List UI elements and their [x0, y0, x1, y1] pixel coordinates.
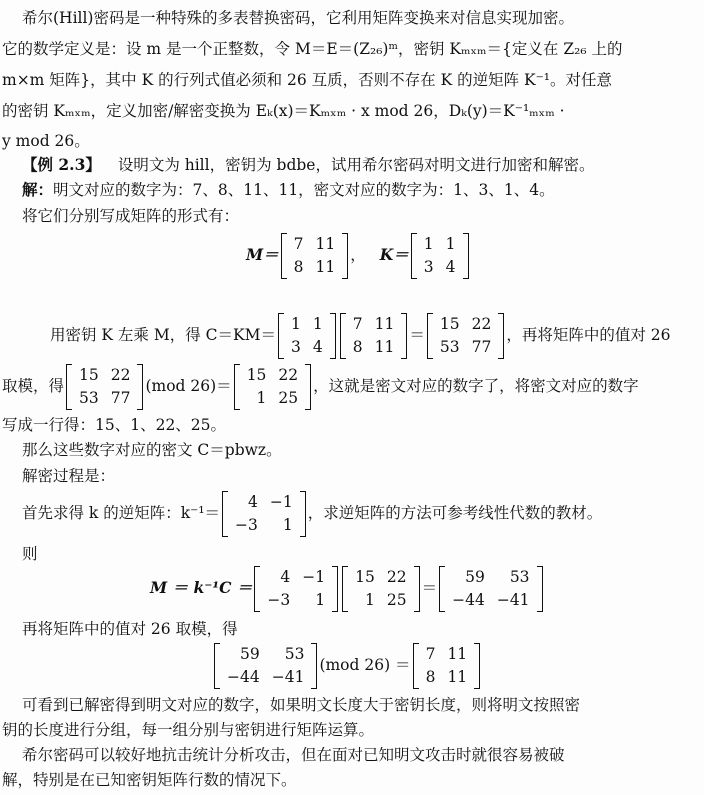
matrix-cell: 15 [79, 366, 99, 384]
matrix-cell: 53 [284, 645, 305, 663]
matrix-cell: −1 [302, 568, 326, 586]
matrix-M [281, 233, 349, 279]
matrix-cell: 22 [471, 315, 492, 333]
matrix-cell: −3 [235, 516, 258, 534]
matrix-cell: 7 [293, 235, 304, 253]
matrix-K [411, 233, 469, 279]
matrix-K-label: K＝ [379, 245, 409, 264]
cipher-text-line: 那么这些数字对应的密文 C＝pbwz。 [22, 441, 282, 459]
matrix-cell: −44 [452, 591, 485, 609]
matrix-cell: 15 [439, 315, 460, 333]
definition-line-5: y mod 26。 [2, 132, 90, 150]
final-mod-equation [212, 643, 482, 689]
decrypt-title: 解密过程是： [22, 467, 116, 485]
encryption-equation [50, 313, 670, 359]
matrix-C-raw [427, 313, 504, 359]
example-prompt: 设明文为 hill，密钥为 bdbe，试用希尔密码对明文进行加密和解密。 [117, 156, 595, 174]
definition-line-2: 它的数学定义是：设 m 是一个正整数，令 M＝E＝(Z₂₆)ᵐ，密钥 Kₘₓₘ＝{定义在 Z₂₆ 上的 [2, 40, 623, 58]
mod26-text: (mod 26) ＝ [319, 656, 411, 674]
example-heading [22, 153, 594, 177]
matrix-K-inverse [222, 491, 306, 537]
mod-equation [2, 364, 639, 410]
conclusion-line-2: 钥的长度进行分组，每一组分别与密钥进行矩阵运算。 [2, 721, 375, 739]
matrix-cell: 1 [312, 315, 323, 333]
then-label: 则 [22, 545, 38, 563]
again-line: 再将矩阵中的值对 26 取模，得 [22, 620, 238, 638]
matrix-KinvC [439, 566, 542, 612]
matrix-cell: 25 [386, 591, 407, 609]
matrix-cell: 4 [280, 568, 291, 586]
matrix-cell: 15 [246, 366, 267, 384]
matrix-cell: 11 [447, 668, 468, 686]
matrix-cell: 1 [256, 389, 267, 407]
inverse-suffix: ，求逆矩阵的方法可参考线性代数的教材。 [307, 504, 603, 522]
matrix-cell: 1 [282, 516, 293, 534]
matrix-cell: 11 [374, 338, 395, 356]
matrix-cell: 4 [445, 258, 456, 276]
definition-line-4: 的密钥 Kₘₓₘ，定义加密/解密变换为 Eₖ(x)＝Kₘₓₘ · x mod 26，Dₖ(y)＝K⁻¹ₘₓₘ · [2, 102, 565, 120]
matrix-cell: 22 [278, 366, 299, 384]
inverse-prefix: 首先求得 k 的逆矩阵：k⁻¹＝ [22, 504, 221, 522]
matrix-K-inverse-copy [254, 566, 338, 612]
matrix-cell: −44 [227, 668, 260, 686]
example-label: 【例 2.3】 [22, 155, 101, 174]
matrix-C-mod-copy [342, 566, 419, 612]
matrix-cell: 1 [423, 235, 434, 253]
matrix-separator: ， [350, 246, 366, 264]
matrix-cell: 4 [248, 493, 258, 511]
solution-line [22, 178, 555, 202]
matrix-C-raw-copy [66, 364, 143, 410]
matrix-cell: 3 [423, 258, 434, 276]
solution-text: 明文对应的数字为：7、8、11、11，密文对应的数字为：1、3、1、4。 [53, 181, 555, 199]
encryption-prefix: 用密钥 K 左乘 M，得 C＝KM＝ [50, 326, 276, 344]
decryption-equation [150, 566, 545, 612]
matrix-cell: 1 [315, 591, 326, 609]
matrix-cell: −1 [269, 493, 293, 511]
matrix-cell: 11 [374, 315, 395, 333]
equals-sign-2: ＝ [421, 579, 438, 597]
plaintext-key-matrices [246, 233, 471, 279]
conclusion-line-1: 可看到已解密得到明文对应的数字，如果明文长度大于密钥长度，则将明文按照密 [22, 696, 581, 714]
matrix-cell: 4 [312, 338, 323, 356]
matrix-cell: 8 [425, 668, 436, 686]
definition-line-3: m×m 矩阵}，其中 K 的行列式值必须和 26 互质，否则不存在 K 的逆矩阵 K⁻¹。对任意 [2, 71, 613, 89]
matrix-cell: 11 [315, 235, 336, 253]
definition-line-1: 希尔(Hill)密码是一种特殊的多表替换密码，它利用矩阵变换来对信息实现加密。 [22, 9, 574, 27]
matrix-cell: 15 [355, 568, 375, 586]
matrix-cell: 53 [79, 389, 99, 407]
decrypt-label: M ＝ k⁻¹C ＝ [150, 578, 253, 597]
matrix-cell: 53 [439, 338, 460, 356]
matrix-cell: 8 [352, 338, 363, 356]
matrix-cell: −3 [267, 591, 291, 609]
matrix-cell: 25 [278, 389, 299, 407]
matrix-cell: 77 [471, 338, 492, 356]
matrix-cell: 1 [290, 315, 301, 333]
matrix-cell: 8 [293, 258, 304, 276]
matrix-K-copy [278, 313, 336, 359]
mod-prefix: 取模，得 [2, 377, 65, 395]
matrix-cell: −41 [271, 668, 305, 686]
matrix-cell: 7 [352, 315, 363, 333]
mod-text: (mod 26)＝ [145, 377, 232, 395]
matrix-cell: 77 [110, 389, 131, 407]
matrix-M-result [413, 643, 481, 689]
matrix-cell: 7 [425, 645, 436, 663]
matrix-C-mod [234, 364, 311, 410]
encryption-suffix: ，再将矩阵中的值对 26 [506, 326, 671, 344]
conclusion-line-3: 希尔密码可以较好地抗击统计分析攻击，但在面对已知明文攻击时就很容易被破 [22, 746, 565, 764]
equals-sign: ＝ [409, 326, 425, 344]
matrix-cell: 3 [290, 338, 301, 356]
matrix-intro: 将它们分别写成矩阵的形式有： [22, 207, 240, 225]
matrix-M-copy [340, 313, 408, 359]
matrix-cell: −41 [496, 591, 530, 609]
inverse-equation [22, 491, 602, 537]
matrix-M-label: M＝ [246, 245, 279, 264]
matrix-cell: 11 [447, 645, 468, 663]
mod-suffix: ，这就是密文对应的数字了，将密文对应的数字 [313, 377, 639, 395]
matrix-KinvC-copy [214, 643, 317, 689]
matrix-cell: 11 [315, 258, 336, 276]
matrix-cell: 59 [239, 645, 260, 663]
matrix-cell: 53 [509, 568, 530, 586]
conclusion-line-4: 解，特别是在已知密钥矩阵行数的情况下。 [2, 771, 297, 789]
solution-label: 解： [22, 180, 54, 199]
cipher-row-line: 写成一行得：15、1、22、25。 [2, 416, 227, 434]
matrix-cell: 1 [445, 235, 456, 253]
matrix-cell: 22 [110, 366, 131, 384]
matrix-cell: 1 [364, 591, 375, 609]
matrix-cell: 22 [386, 568, 407, 586]
matrix-cell: 59 [465, 568, 485, 586]
